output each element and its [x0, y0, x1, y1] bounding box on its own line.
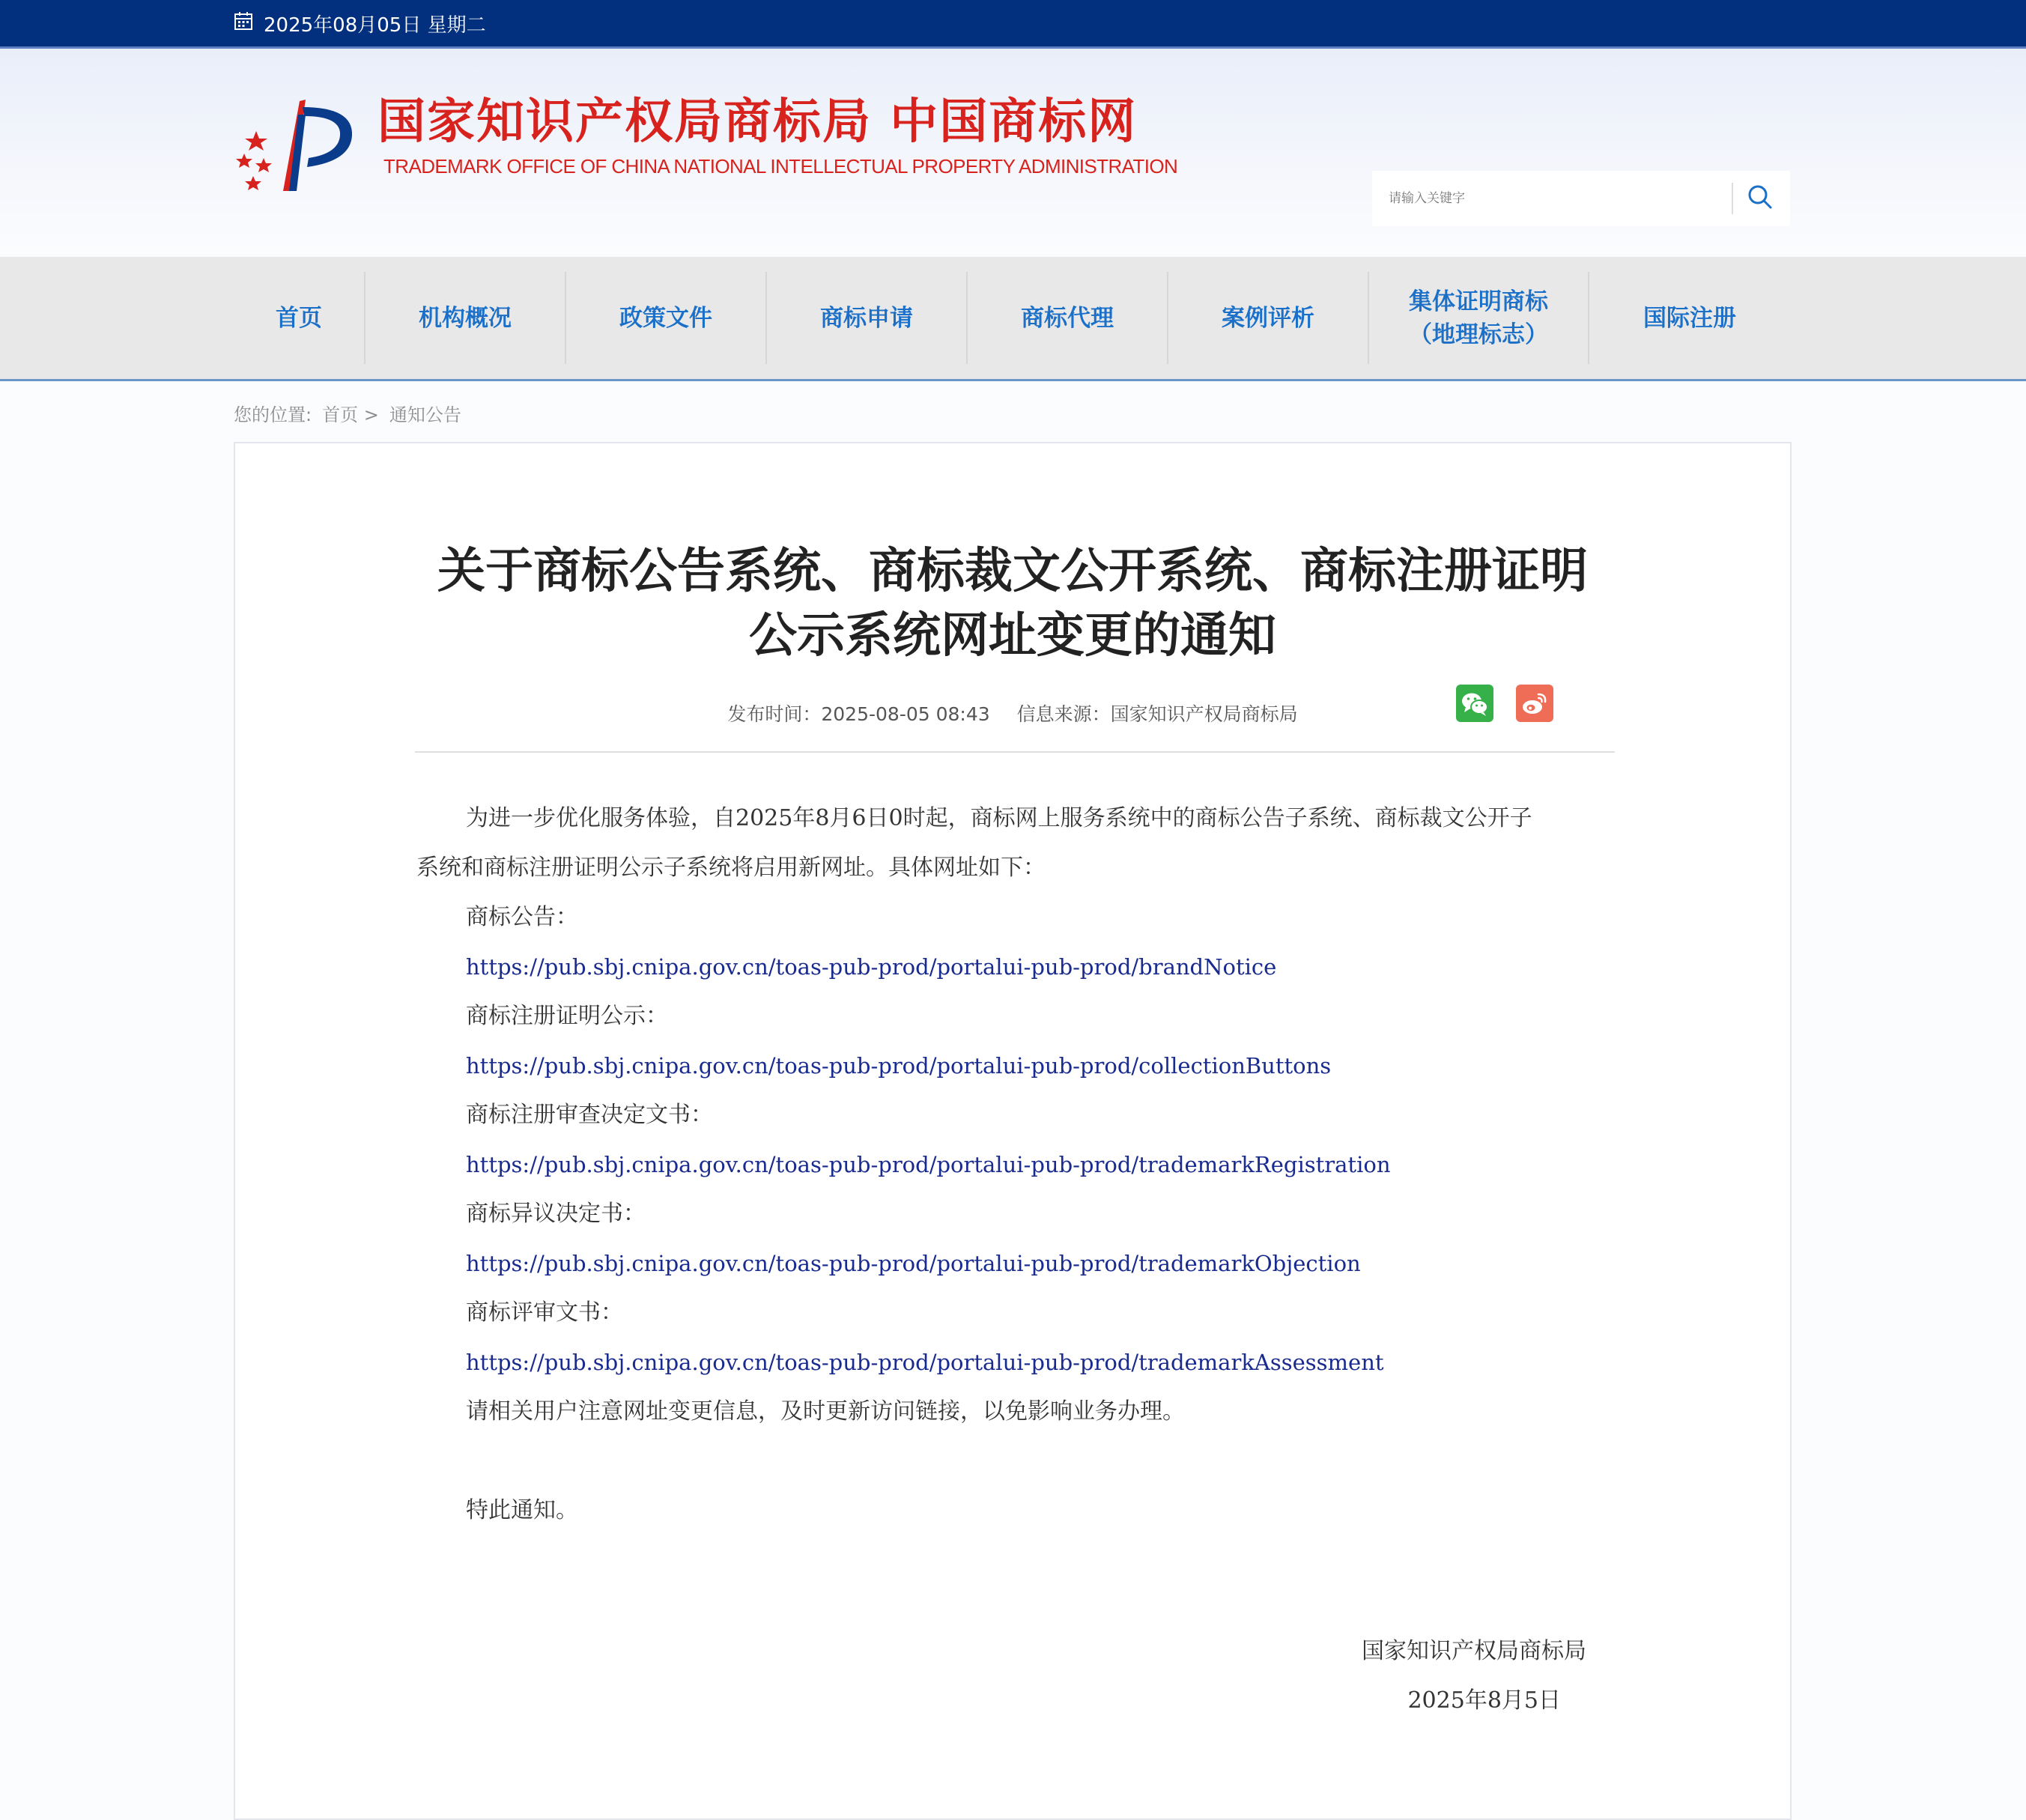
spacer [416, 1437, 1615, 1486]
nav-label: 首页 [276, 304, 322, 332]
top-bar [0, 0, 2026, 49]
logo-english-name: TRADEMARK OFFICE OF CHINA NATIONAL INTELLECTUAL PROPERTY ADMINISTRATION [383, 155, 1178, 178]
site-logo[interactable] [234, 92, 1177, 197]
nav-item-international[interactable] [1589, 272, 1790, 364]
publish-time: 发布时间：2025-08-05 08:43 [727, 703, 990, 725]
url-link[interactable]: https://pub.sbj.cnipa.gov.cn/toas-pub-prod/portalui-pub-prod/collectionButtons [466, 1053, 1332, 1079]
share-wechat-button[interactable] [1456, 685, 1493, 722]
article-divider [415, 751, 1615, 753]
main-nav [0, 257, 2026, 381]
wechat-icon [1456, 711, 1493, 725]
breadcrumb [234, 400, 461, 426]
link-label: 商标注册证明公示： [466, 1003, 668, 1029]
signature-org: 国家知识产权局商标局 [1362, 1638, 1586, 1664]
article-title [235, 539, 1790, 668]
calendar-icon [234, 11, 253, 36]
info-source: 信息来源：国家知识产权局商标局 [1016, 703, 1298, 725]
link-label: 商标评审文书： [466, 1299, 623, 1326]
article-card [234, 442, 1792, 1820]
logo-chinese-name: 国家知识产权局商标局 中国商标网 [377, 94, 1138, 150]
breadcrumb-home-link[interactable]: 首页 > [322, 404, 379, 425]
nav-item-about[interactable] [366, 272, 565, 364]
weibo-icon [1516, 711, 1553, 725]
site-header [0, 49, 2026, 257]
article-paragraph: 系统和商标注册证明公示子系统将启用新网址。具体网址如下： [416, 855, 1046, 881]
signature-date: 2025年8月5日 [1407, 1687, 1561, 1714]
breadcrumb-current-link[interactable]: 通知公告 [389, 404, 461, 425]
link-label: 商标注册审查决定文书： [466, 1102, 713, 1128]
date-display [234, 0, 486, 46]
nav-label: 国际注册 [1643, 304, 1736, 332]
nav-label-sub: （地理标志） [1409, 321, 1548, 348]
reminder-text: 请相关用户注意网址变更信息，及时更新访问链接，以免影响业务办理。 [466, 1398, 1185, 1425]
article-title-line: 关于商标公告系统、商标裁文公开系统、商标注册证明 [437, 544, 1588, 599]
nav-label: 商标代理 [1021, 304, 1114, 332]
logo-emblem [234, 92, 361, 200]
nav-label: 商标申请 [820, 304, 913, 332]
search-icon [1747, 184, 1773, 213]
signature [1362, 1627, 1586, 1726]
date-text: 2025年08月05日 星期二 [264, 13, 486, 37]
breadcrumb-prefix: 您的位置: [234, 404, 312, 425]
search-input[interactable] [1387, 190, 1720, 207]
url-link[interactable]: https://pub.sbj.cnipa.gov.cn/toas-pub-prod/portalui-pub-prod/trademarkObjection [466, 1251, 1361, 1276]
nav-item-application[interactable] [767, 272, 966, 364]
nav-item-cases[interactable] [1168, 272, 1368, 364]
article-body [416, 794, 1615, 1535]
nav-label: 集体证明商标 [1409, 288, 1548, 315]
closing-text: 特此通知。 [466, 1497, 578, 1523]
nav-label: 机构概况 [419, 304, 512, 332]
article-paragraph: 为进一步优化服务体验，自2025年8月6日0时起，商标网上服务系统中的商标公告子系统、商标裁文公开子 [466, 805, 1532, 831]
nav-label: 案例评析 [1222, 304, 1314, 332]
nav-label: 政策文件 [619, 304, 712, 332]
nav-item-collective-marks[interactable] [1369, 272, 1588, 364]
share-weibo-button[interactable] [1516, 685, 1553, 722]
article-meta [235, 700, 1790, 727]
link-label: 商标公告： [466, 904, 578, 930]
nav-item-policy[interactable] [566, 272, 765, 364]
nav-item-home[interactable] [234, 272, 364, 364]
url-link[interactable]: https://pub.sbj.cnipa.gov.cn/toas-pub-prod/portalui-pub-prod/trademarkAssessment [466, 1350, 1384, 1375]
url-link[interactable]: https://pub.sbj.cnipa.gov.cn/toas-pub-prod/portalui-pub-prod/brandNotice [466, 954, 1277, 980]
search-button[interactable] [1733, 171, 1787, 226]
link-label: 商标异议决定书： [466, 1201, 646, 1227]
url-link[interactable]: https://pub.sbj.cnipa.gov.cn/toas-pub-prod/portalui-pub-prod/trademarkRegistration [466, 1152, 1391, 1177]
nav-item-agency[interactable] [968, 272, 1167, 364]
search-box [1372, 171, 1790, 226]
article-title-line: 公示系统网址变更的通知 [749, 608, 1276, 664]
